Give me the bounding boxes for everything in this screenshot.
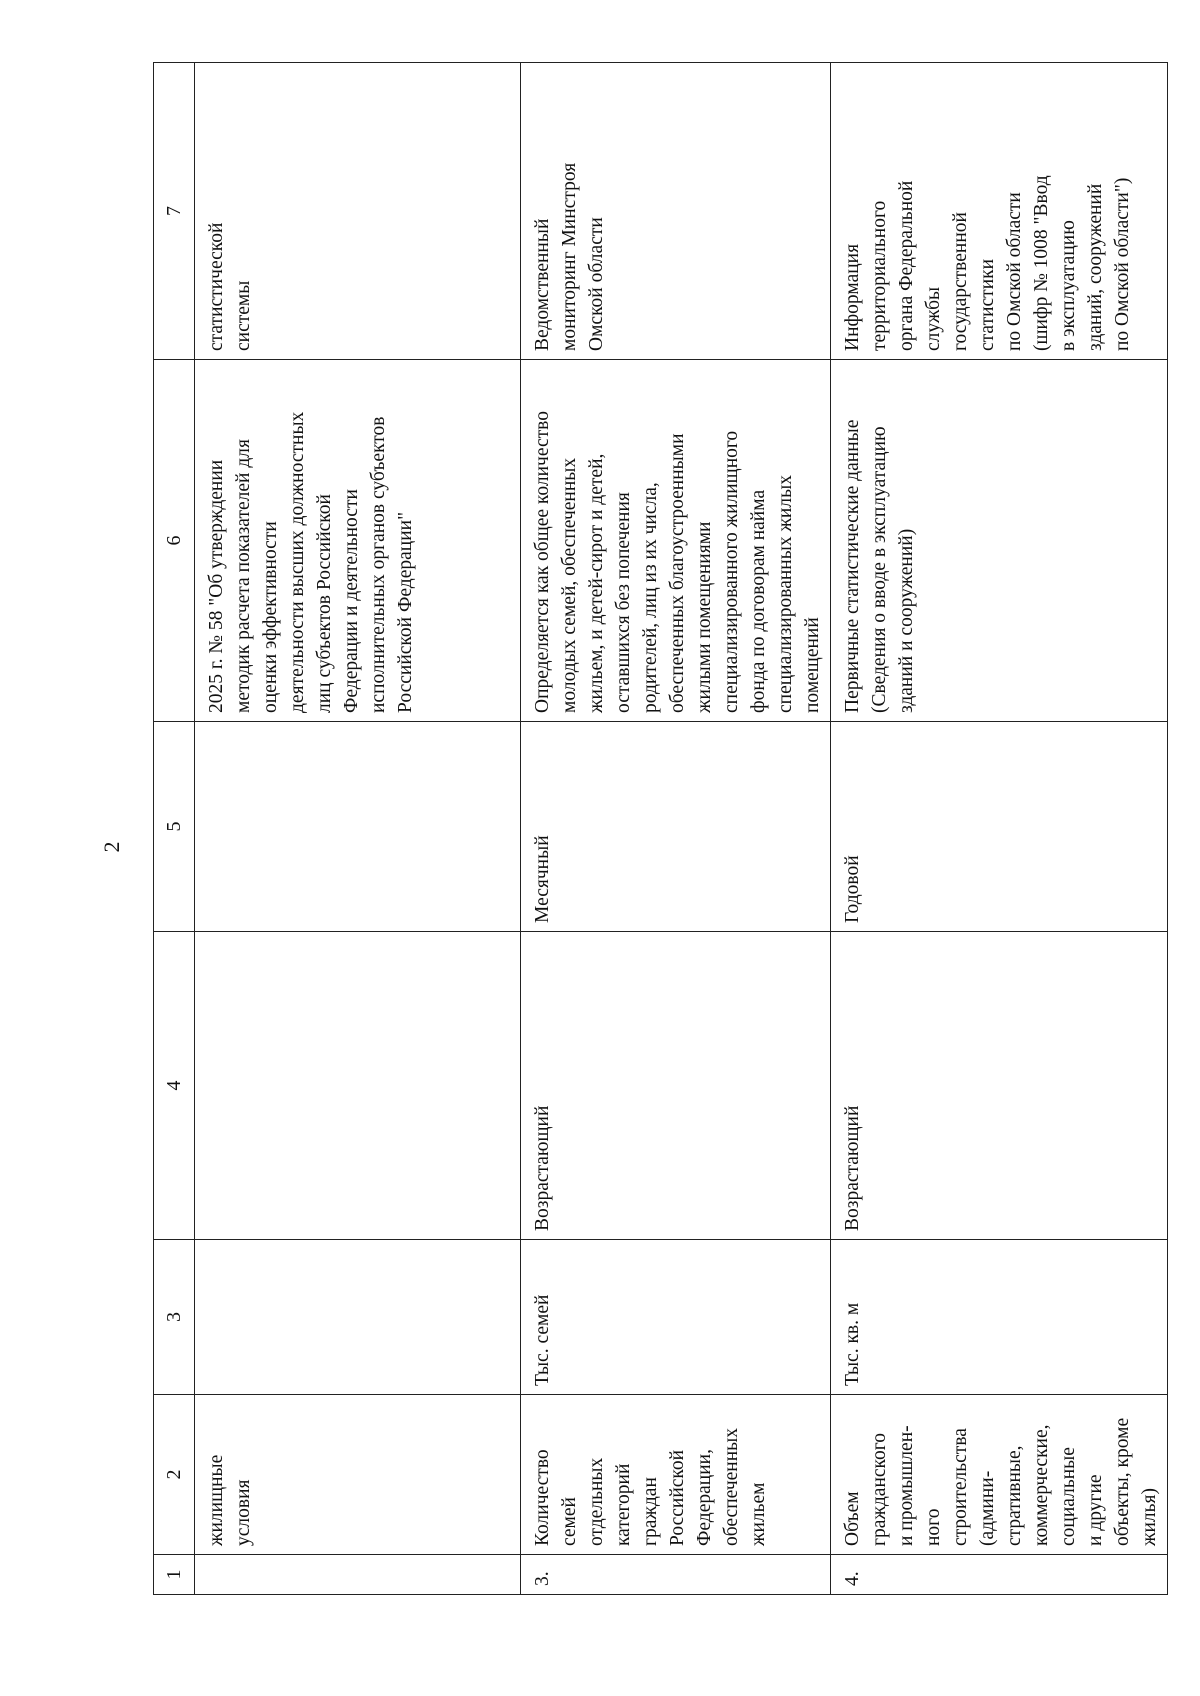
cell-indicator-name: Объем гражданского и промышлен- ного строительства (админи- стративные, коммерческие, социальные и другие объекты, кроме жилья) xyxy=(831,1395,1168,1555)
cell-trend: Возрастающий xyxy=(831,932,1168,1240)
cell-indicator-name: жилищные условия xyxy=(195,1395,521,1555)
cell-frequency: Годовой xyxy=(831,722,1168,932)
cell-unit: Тыс. кв. м xyxy=(831,1240,1168,1395)
table-row xyxy=(195,63,521,1595)
column-header-4: 4 xyxy=(154,932,195,1240)
cell-number: 3. xyxy=(521,1555,831,1595)
indicator-table xyxy=(153,62,1168,1595)
cell-source: Ведомственный мониторинг Минстроя Омской области xyxy=(521,63,831,360)
cell-trend: Возрастающий xyxy=(521,932,831,1240)
indicator-table-rotated xyxy=(153,63,1160,1595)
column-header-2: 2 xyxy=(154,1395,195,1555)
column-header-1: 1 xyxy=(154,1555,195,1595)
cell-unit xyxy=(195,1240,521,1395)
cell-frequency xyxy=(195,722,521,932)
column-header-7: 7 xyxy=(154,63,195,360)
cell-number: 4. xyxy=(831,1555,1168,1595)
page-number: 2 xyxy=(99,841,124,853)
column-header-5: 5 xyxy=(154,722,195,932)
cell-frequency: Месячный xyxy=(521,722,831,932)
cell-indicator-name: Количество семей отдельных категорий граждан Российской Федерации, обеспеченных жильем xyxy=(521,1395,831,1555)
cell-method: Первичные статистические данные (Сведения о вводе в эксплуатацию зданий и сооружений) xyxy=(831,360,1168,722)
cell-method: 2025 г. № 58 "Об утверждении методик расчета показателей для оценки эффективности деятельности высших должностных лиц субъектов Российской Федерации и деятельности исполнительных органов субъектов Российской Федерации" xyxy=(195,360,521,722)
cell-method: Определяется как общее количество молодых семей, обеспеченных жильем, и детей-сирот и детей, оставшихся без попечения родителей, лиц из их числа, обеспеченных благоустроенными жилыми помещениями специализированного жилищного фонда по договорам найма специализированных жилых помещений xyxy=(521,360,831,722)
document-frame xyxy=(153,63,1160,1595)
cell-unit: Тыс. семей xyxy=(521,1240,831,1395)
header-row xyxy=(154,63,195,1595)
table-row xyxy=(521,63,831,1595)
column-header-6: 6 xyxy=(154,360,195,722)
column-header-3: 3 xyxy=(154,1240,195,1395)
cell-source: статистической системы xyxy=(195,63,521,360)
cell-source: Информация территориального органа Федеральной службы государственной статистики по Омской области (шифр № 1008 "Ввод в эксплуатацию зданий, сооружений по Омской области") xyxy=(831,63,1168,360)
cell-trend xyxy=(195,932,521,1240)
table-row xyxy=(831,63,1168,1595)
cell-number xyxy=(195,1555,521,1595)
